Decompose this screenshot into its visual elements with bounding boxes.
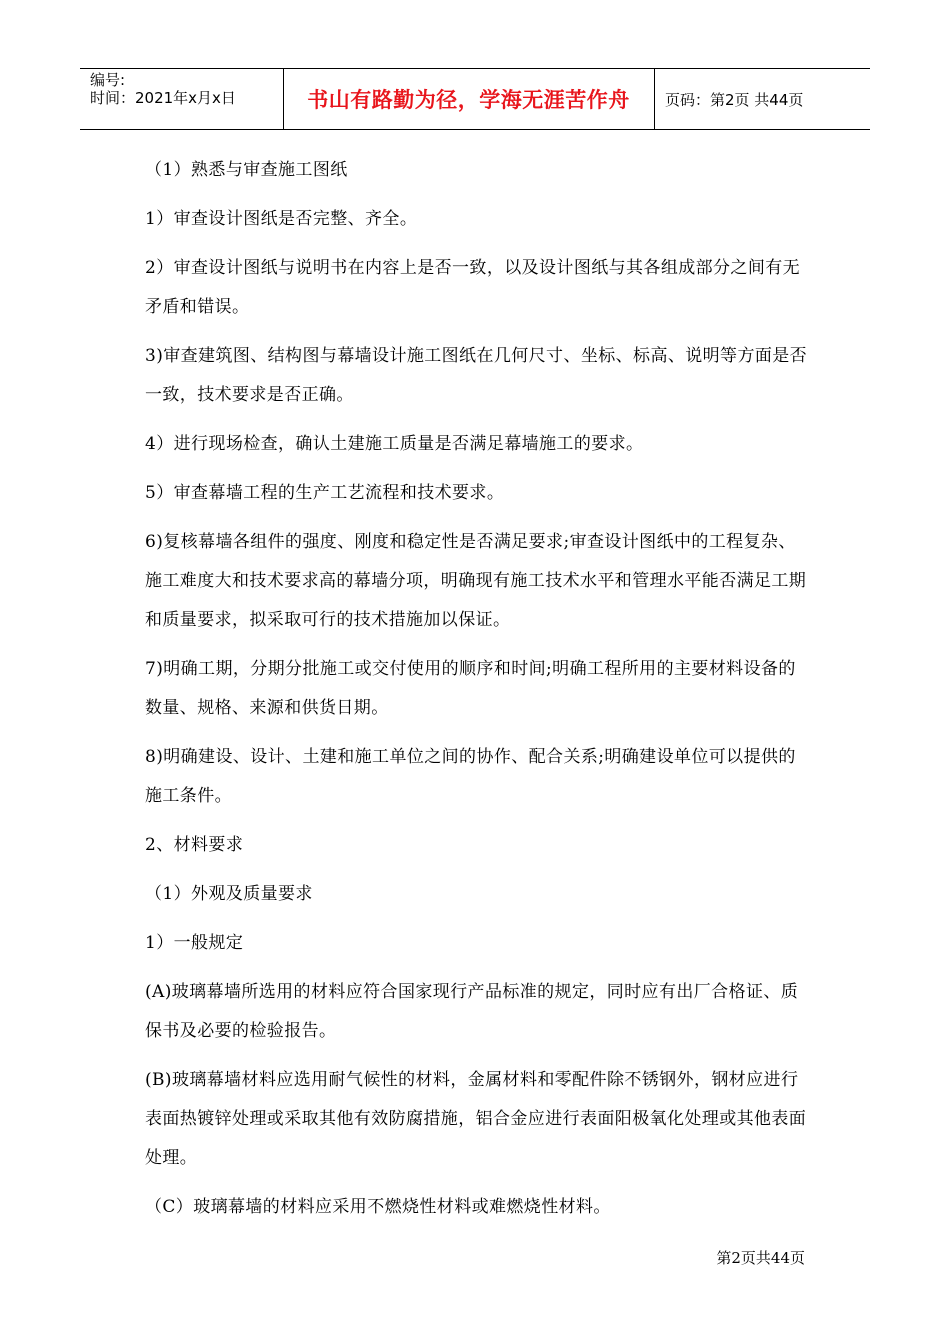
paragraph: (A)玻璃幕墙所选用的材料应符合国家现行产品标准的规定，同时应有出厂合格证、质保书及必要的检验报告。 [145,982,799,1041]
header-motto: 书山有路勤为径，学海无涯苦作舟 [307,88,630,112]
paragraph: (B)玻璃幕墙材料应选用耐气候性的材料，金属材料和零配件除不锈钢外，钢材应进行表面热镀锌处理或采取其他有效防腐措施，铝合金应进行表面阳极氧化处理或其他表面处理。 [145,1070,807,1168]
paragraph: 1）审查设计图纸是否完整、齐全。 [145,209,418,229]
paragraph: 6)复核幕墙各组件的强度、刚度和稳定性是否满足要求;审查设计图纸中的工程复杂、施工难度大和技术要求高的幕墙分项，明确现有施工技术水平和管理水平能否满足工期和质量要求，拟采取可行的技术措施加以保证。 [145,532,807,630]
paragraph: 4）进行现场检查，确认土建施工质量是否满足幕墙施工的要求。 [145,434,644,454]
paragraph: 2）审查设计图纸与说明书在内容上是否一致，以及设计图纸与其各组成部分之间有无矛盾和错误。 [145,258,801,317]
paragraph: 7)明确工期，分期分批施工或交付使用的顺序和时间;明确工程所用的主要材料设备的数量、规格、来源和供货日期。 [145,659,796,718]
paragraph: 5）审查幕墙工程的生产工艺流程和技术要求。 [145,483,505,503]
page-footer: 第2页共44页 [716,1249,805,1267]
paragraph: （1）熟悉与审查施工图纸 [145,160,348,180]
section-heading: 2、材料要求 [145,835,244,855]
header-page-cell [655,69,870,129]
subsection-heading: 1）一般规定 [145,933,244,953]
document-body [145,151,810,1237]
paragraph: 3)审查建筑图、结构图与幕墙设计施工图纸在几何尺寸、坐标、标高、说明等方面是否一致，技术要求是否正确。 [145,346,808,405]
document-number-label: 编号: [90,71,126,89]
header-meta-cell [80,69,284,129]
header-motto-cell [283,69,655,129]
header-page-info: 页码：第2页 共44页 [665,90,804,109]
paragraph: （C）玻璃幕墙的材料应采用不燃烧性材料或难燃烧性材料。 [145,1197,611,1217]
paragraph: 8)明确建设、设计、土建和施工单位之间的协作、配合关系;明确建设单位可以提供的施工条件。 [145,747,796,806]
page-header [80,68,870,130]
subsection-heading: （1）外观及质量要求 [145,884,313,904]
document-date-label: 时间：2021年x月x日 [90,89,236,107]
